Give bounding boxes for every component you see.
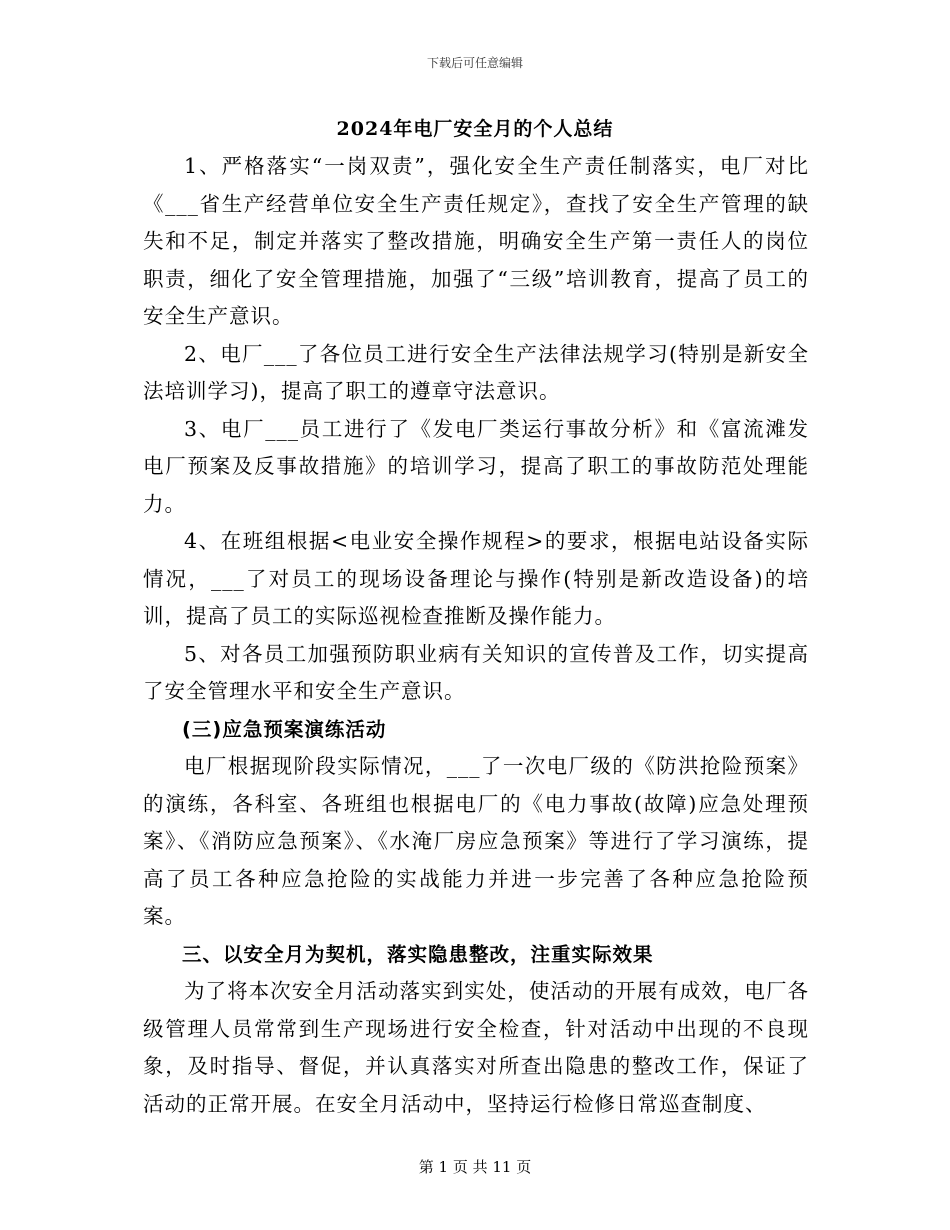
page-header-note: 下载后可任意编辑 xyxy=(426,56,523,70)
paragraph-item-5: 5、对各员工加强预防职业病有关知识的宣传普及工作，切实提高了安全管理水平和安全生产意识。 xyxy=(143,641,809,703)
paragraph-item-2: 2、电厂___了各位员工进行安全生产法律法规学习(特别是新安全法培训学习)，提高了职工的遵章守法意识。 xyxy=(143,341,809,403)
section-heading-three: 三、以安全月为契机，落实隐患整改，注重实际效果 xyxy=(182,942,654,966)
paragraph-item-4: 4、在班组根据<电业安全操作规程>的要求，根据电站设备实际情况，___了对员工的现场设备理论与操作(特别是新改造设备)的培训，提高了员工的实际巡视检查推断及操作能力。 xyxy=(143,529,809,628)
paragraph-item-3: 3、电厂___员工进行了《发电厂类运行事故分析》和《富流滩发电厂预案及反事故措施》的培训学习，提高了职工的事故防范处理能力。 xyxy=(143,416,809,516)
page-footer: 第 1 页 共 11 页 xyxy=(418,1158,532,1176)
paragraph-drill: 电厂根据现阶段实际情况，___了一次电厂级的《防洪抢险预案》的演练，各科室、各班组也根据电厂的《电力事故(故障)应急处理预案》、《消防应急预案》、《水淹厂房应急预案》等进行了学习演练，提高了员工各种应急抢险的实战能力并进一步完善了各种应急抢险预案。 xyxy=(143,754,809,928)
paragraph-item-1: 1、严格落实“一岗双责”，强化安全生产责任制落实，电厂对比《___省生产经营单位安全生产责任规定》，查找了安全生产管理的缺失和不足，制定并落实了整改措施，明确安全生产第一责任人的岗位职责，细化了安全管理措施，加强了“三级”培训教育，提高了员工的安全生产意识。 xyxy=(143,154,809,328)
paragraph-section-three: 为了将本次安全月活动落实到实处，使活动的开展有成效，电厂各级管理人员常常到生产现场进行安全检查，针对活动中出现的不良现象，及时指导、督促，并认真落实对所查出隐患的整改工作，保证了活动的正常开展。在安全月活动中，坚持运行检修日常巡查制度、 xyxy=(143,979,809,1116)
section-heading-drill: (三)应急预案演练活动 xyxy=(182,717,387,741)
document-title: 2024年电厂安全月的个人总结 xyxy=(336,118,614,140)
document-body xyxy=(143,148,809,1123)
